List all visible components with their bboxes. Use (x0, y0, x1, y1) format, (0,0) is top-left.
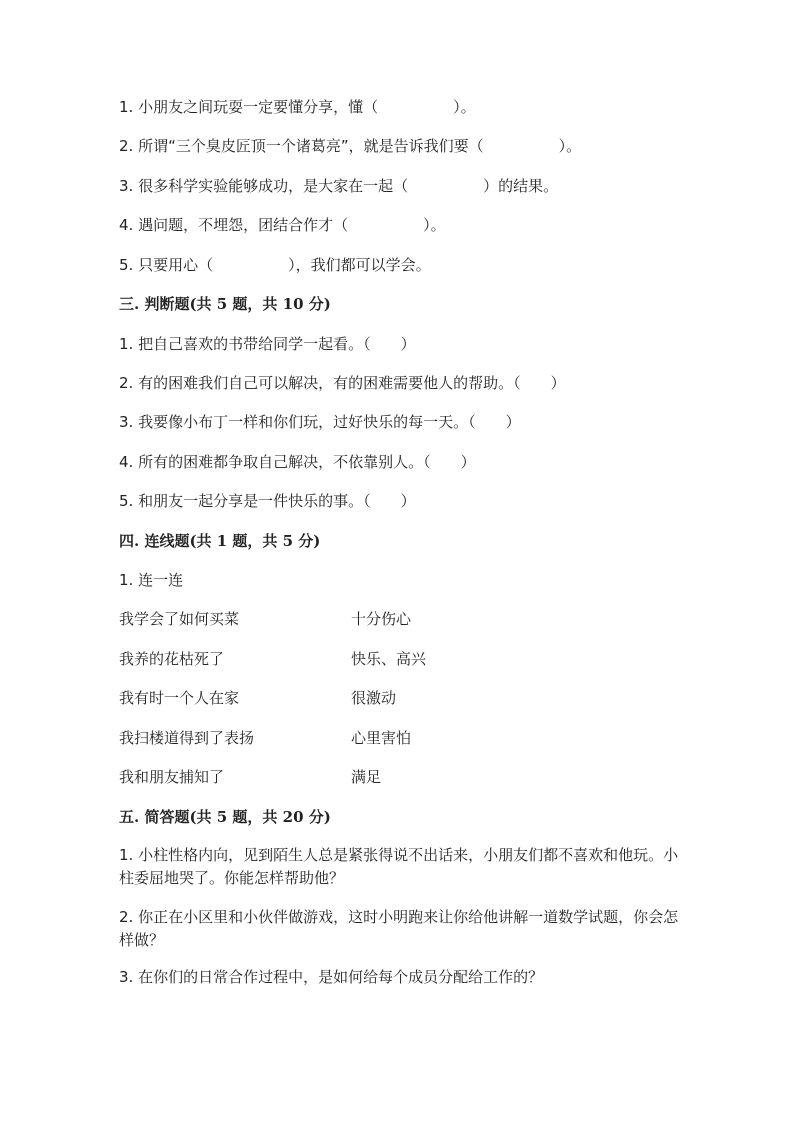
matching-right-item: 满足 (351, 768, 382, 786)
matching-right-item: 很激动 (351, 689, 397, 707)
matching-left-item: 我养的花枯死了 (119, 650, 225, 668)
short-answer-item-2: 2. 你正在小区里和小伙伴做游戏，这时小明跑来让你给他讲解一道数学试题，你会怎样做？ (119, 908, 679, 949)
matching-left-item: 我和朋友捕知了 (119, 768, 225, 786)
judge-heading: 三. 判断题(共 5 题，共 10 分) (119, 295, 331, 313)
matching-left-item: 我有时一个人在家 (119, 689, 240, 707)
matching-heading: 四. 连线题(共 1 题，共 5 分) (119, 532, 321, 550)
matching-left-item: 我学会了如何买菜 (119, 610, 240, 628)
fill-blank-item-5: 5. 只要用心（ ），我们都可以学会。 (119, 256, 431, 274)
fill-blank-item-3: 3. 很多科学实验能够成功，是大家在一起（ ）的结果。 (119, 177, 559, 195)
matching-right-item: 快乐、高兴 (351, 650, 427, 668)
fill-blank-item-4: 4. 遇问题，不埋怨，团结合作才（ ）。 (119, 216, 446, 234)
judge-item-4: 4. 所有的困难都争取自己解决，不依靠别人。（ ） (119, 453, 476, 471)
judge-item-2: 2. 有的困难我们自己可以解决，有的困难需要他人的帮助。（ ） (119, 374, 566, 392)
matching-right-item: 心里害怕 (351, 729, 412, 747)
judge-item-1: 1. 把自己喜欢的书带给同学一起看。（ ） (119, 335, 416, 353)
fill-blank-item-1: 1. 小朋友之间玩耍一定要懂分享，懂（ ）。 (119, 98, 476, 116)
matching-left-item: 我扫楼道得到了表扬 (119, 729, 255, 747)
short-answer-heading: 五. 简答题(共 5 题，共 20 分) (119, 808, 331, 826)
short-answer-item-1: 1. 小柱性格内向，见到陌生人总是紧张得说不出话来，小朋友们都不喜欢和他玩。小柱委屈地哭了。你能怎样帮助他？ (119, 846, 679, 887)
short-answer-item-3: 3. 在你们的日常合作过程中，是如何给每个成员分配给工作的？ (119, 968, 544, 986)
matching-question: 1. 连一连 (119, 571, 184, 589)
judge-item-3: 3. 我要像小布丁一样和你们玩，过好快乐的每一天。（ ） (119, 413, 521, 431)
judge-item-5: 5. 和朋友一起分享是一件快乐的事。（ ） (119, 492, 416, 510)
matching-right-item: 十分伤心 (351, 610, 412, 628)
fill-blank-item-2: 2. 所谓“三个臭皮匠顶一个诸葛亮”，就是告诉我们要（ ）。 (119, 137, 582, 155)
